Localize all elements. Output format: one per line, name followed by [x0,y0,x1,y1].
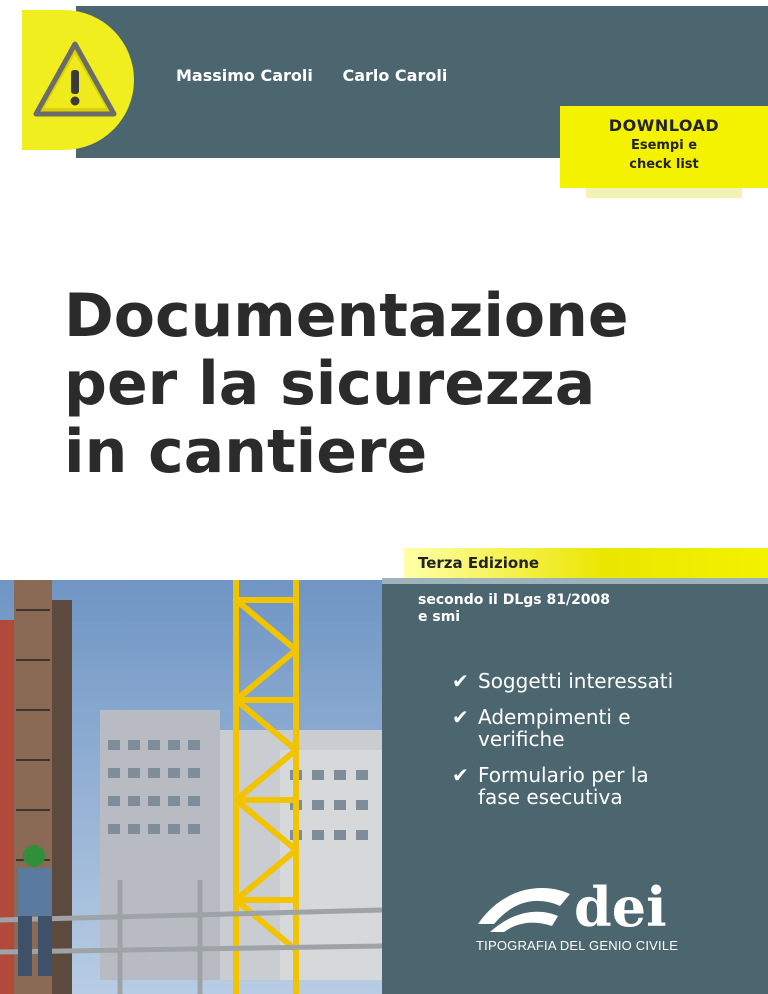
publisher-name: TIPOGRAFIA DEL GENIO CIVILE [476,938,679,953]
construction-site-image [0,580,382,994]
construction-photo [0,580,382,994]
title-line: per la sicurezza [64,349,596,419]
subtitle-line: e smi [418,609,461,625]
feature-text: Adempimenti e [478,705,631,729]
book-title [64,282,764,486]
warning-triangle-icon [32,40,118,120]
title-line: in cantiere [64,417,428,487]
author-name: Massimo Caroli [176,66,313,85]
download-line: check list [629,157,699,172]
feature-text: verifiche [478,727,565,751]
edition-label: Terza Edizione [418,554,540,572]
check-icon: ✔ [452,705,469,729]
publisher-logo-text: dei [574,876,667,938]
check-icon: ✔ [452,669,469,693]
check-icon: ✔ [452,763,469,787]
author-name: Carlo Caroli [342,66,448,85]
feature-text: Soggetti interessati [478,669,674,693]
feature-text: fase esecutiva [478,785,623,809]
dei-logo-icon [474,876,688,938]
download-line: Esempi e [630,138,698,153]
feature-item [452,670,752,692]
feature-text: Formulario per la [478,763,649,787]
legal-reference [418,592,718,626]
authors [176,66,471,85]
edition-shadow [382,578,768,584]
edition-bar [404,548,768,578]
feature-item [452,764,752,808]
feature-item [452,706,752,750]
title-line: Documentazione [64,281,629,351]
feature-list [452,670,752,822]
download-badge [560,106,768,188]
subtitle-line: secondo il DLgs 81/2008 [418,592,611,608]
download-title: DOWNLOAD [608,116,720,135]
